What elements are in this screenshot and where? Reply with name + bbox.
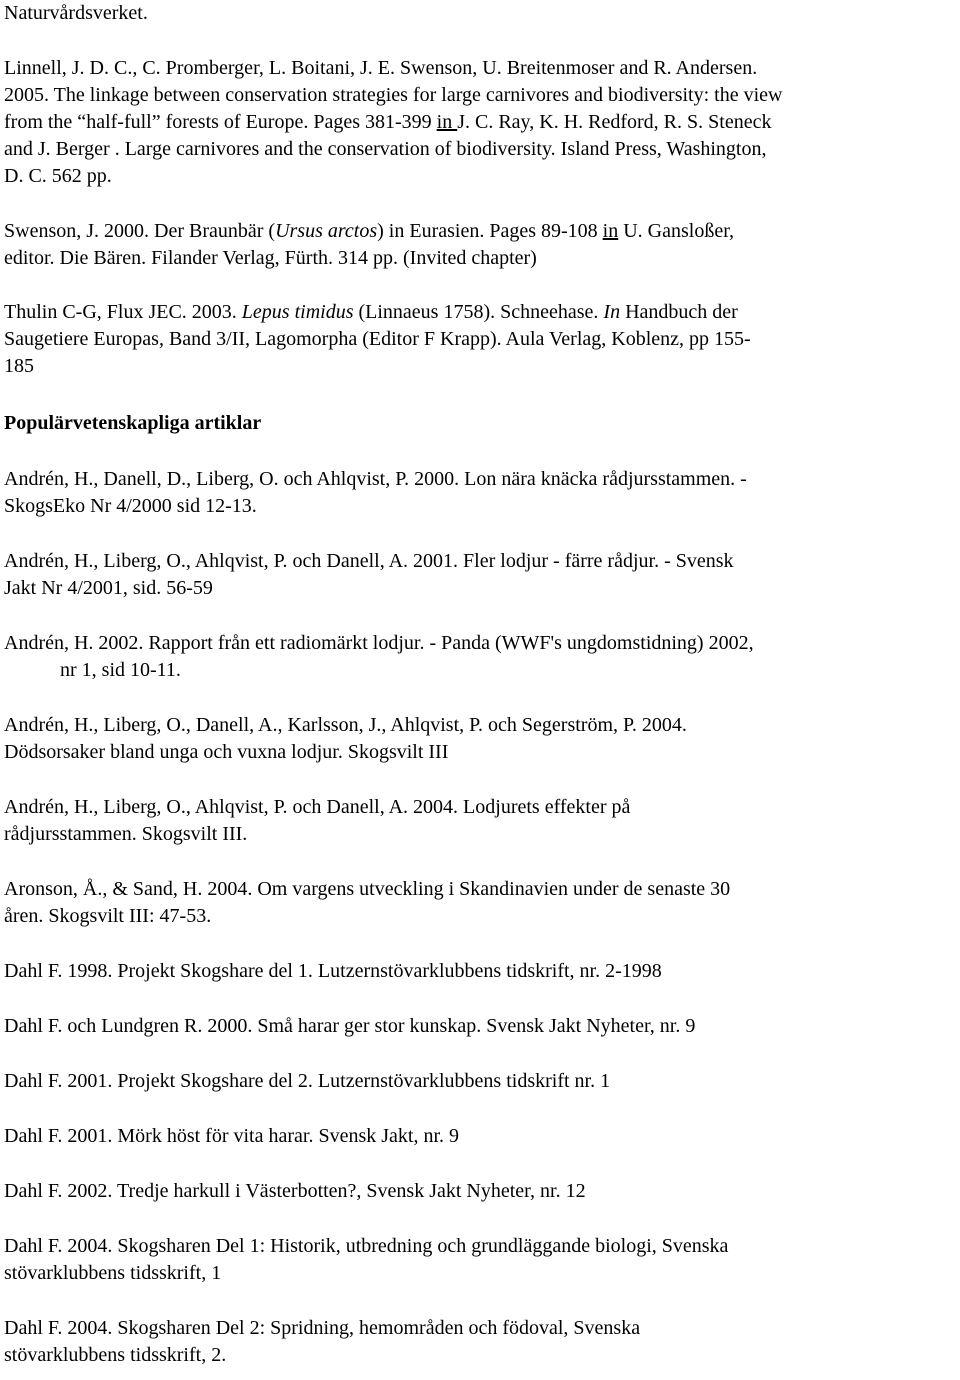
reference-dahl-2002: Dahl F. 2002. Tredje harkull i Västerbotten?, Svensk Jakt Nyheter, nr. 12 [4, 1180, 586, 1202]
reference-line: Dahl F. 2004. Skogsharen Del 2: Spridning, hemområden och födoval, Svenska [4, 1317, 641, 1339]
species-name: Lepus timidus [241, 301, 354, 323]
reference-in-underlined: in [602, 220, 619, 242]
reference-line: rådjursstammen. Skogsvilt III. [4, 823, 248, 845]
reference-andren-2002 [4, 630, 960, 684]
reference-thulin [4, 299, 960, 380]
reference-text: from the “half-full” forests of Europe. Pages 381-399 [4, 111, 437, 133]
reference-text: Handbuch der [620, 301, 738, 323]
reference-line: stövarklubbens tidsskrift, 1 [4, 1262, 222, 1284]
reference-line: nr 1, sid 10-11. [60, 659, 181, 681]
reference-text: U. Gansloßer, [618, 220, 735, 242]
reference-tail-line: Naturvårdsverket. [4, 2, 148, 24]
reference-line: 2005. The linkage between conservation strategies for large carnivores and biodiversity: the view [4, 84, 783, 106]
reference-dahl-2004a [4, 1233, 960, 1287]
reference-line: SkogsEko Nr 4/2000 sid 12-13. [4, 495, 257, 517]
reference-line [4, 299, 960, 326]
reference-linnell [4, 55, 960, 190]
reference-line: stövarklubbens tidsskrift, 2. [4, 1344, 227, 1366]
reference-text: J. C. Ray, K. H. Redford, R. S. Steneck [457, 111, 772, 133]
reference-text: ) in Eurasien. Pages 89-108 [377, 220, 603, 242]
reference-in-underlined: in [436, 111, 458, 133]
reference-line: D. C. 562 pp. [4, 165, 112, 187]
species-name: Ursus arctos [275, 220, 378, 242]
reference-line: Dahl F. 2004. Skogsharen Del 1: Historik, utbredning och grundläggande biologi, Svenska [4, 1235, 729, 1257]
reference-aronson-2004 [4, 876, 960, 930]
reference-dahl-1998: Dahl F. 1998. Projekt Skogshare del 1. Lutzernstövarklubbens tidskrift, nr. 2-1998 [4, 960, 662, 982]
document-page [4, 0, 960, 1369]
reference-line: Andrén, H., Liberg, O., Ahlqvist, P. och Danell, A. 2001. Fler lodjur - färre rådjur. - Svensk [4, 550, 734, 572]
reference-line: and J. Berger . Large carnivores and the conservation of biodiversity. Island Press, Washington, [4, 138, 767, 160]
reference-line [4, 218, 960, 245]
reference-andren-2001 [4, 548, 960, 602]
reference-line: editor. Die Bären. Filander Verlag, Fürth. 314 pp. (Invited chapter) [4, 247, 537, 269]
reference-in-italic: In [603, 301, 621, 323]
reference-dahl-2000: Dahl F. och Lundgren R. 2000. Små harar ger stor kunskap. Svensk Jakt Nyheter, nr. 9 [4, 1015, 696, 1037]
reference-swenson [4, 218, 960, 272]
reference-line: Jakt Nr 4/2001, sid. 56-59 [4, 577, 213, 599]
reference-line: Andrén, H. 2002. Rapport från ett radiomärkt lodjur. - Panda (WWF's ungdomstidning) 2002, [4, 632, 754, 654]
reference-dahl-2001a: Dahl F. 2001. Projekt Skogshare del 2. Lutzernstövarklubbens tidskrift nr. 1 [4, 1070, 611, 1092]
reference-line: åren. Skogsvilt III: 47-53. [4, 905, 212, 927]
section-heading: Populärvetenskapliga artiklar [4, 412, 262, 434]
reference-line: Dödsorsaker bland unga och vuxna lodjur. Skogsvilt III [4, 741, 449, 763]
reference-text: Swenson, J. 2000. Der Braunbär ( [4, 220, 276, 242]
reference-line: Saugetiere Europas, Band 3/II, Lagomorpha (Editor F Krapp). Aula Verlag, Koblenz, pp 155- [4, 328, 751, 350]
reference-line: Andrén, H., Liberg, O., Danell, A., Karlsson, J., Ahlqvist, P. och Segerström, P. 2004. [4, 714, 687, 736]
reference-line: Aronson, Å., & Sand, H. 2004. Om vargens utveckling i Skandinavien under de senaste 30 [4, 878, 731, 900]
reference-line: 185 [4, 355, 34, 377]
reference-andren-2000 [4, 466, 960, 520]
reference-dahl-2001b: Dahl F. 2001. Mörk höst för vita harar. Svensk Jakt, nr. 9 [4, 1125, 460, 1147]
reference-andren-2004a [4, 712, 960, 766]
reference-line: Andrén, H., Liberg, O., Ahlqvist, P. och Danell, A. 2004. Lodjurets effekter på [4, 796, 631, 818]
reference-text: Thulin C-G, Flux JEC. 2003. [4, 301, 242, 323]
reference-andren-2004b [4, 794, 960, 848]
reference-line: Linnell, J. D. C., C. Promberger, L. Boitani, J. E. Swenson, U. Breitenmoser and R. Andersen. [4, 57, 758, 79]
reference-dahl-2004b [4, 1315, 960, 1369]
reference-line [4, 109, 960, 136]
reference-text: (Linnaeus 1758). Schneehase. [353, 301, 604, 323]
reference-line: Andrén, H., Danell, D., Liberg, O. och Ahlqvist, P. 2000. Lon nära knäcka rådjursstammen. - [4, 468, 747, 490]
